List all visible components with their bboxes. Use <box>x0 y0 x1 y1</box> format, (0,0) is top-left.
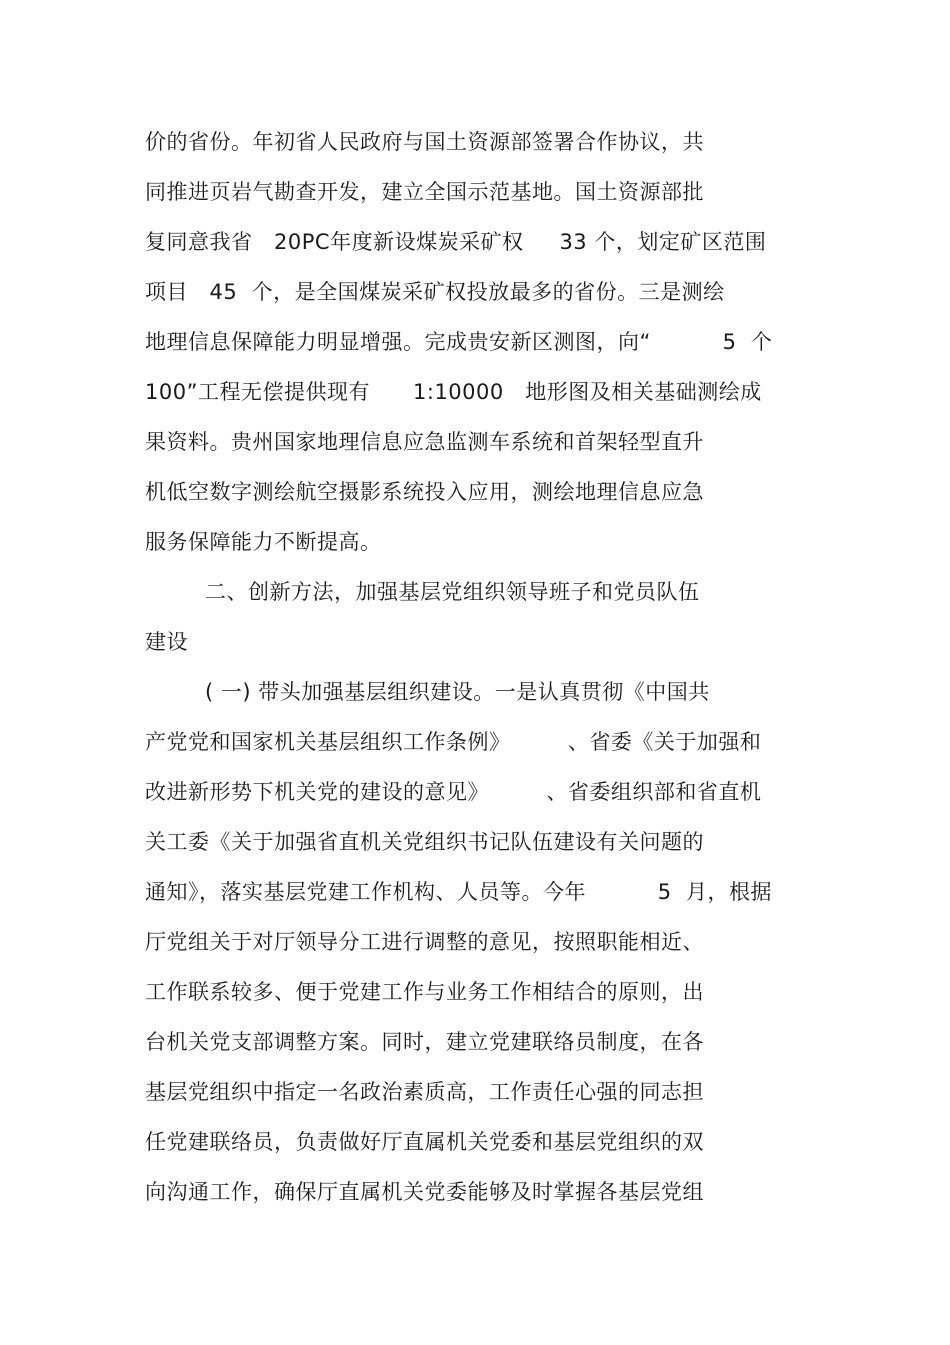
text-line: 同推进页岩气勘查开发，建立全国示范基地。国土资源部批 <box>145 180 704 204</box>
text-line: 任党建联络员，负责做好厅直属机关党委和基层党组织的双 <box>145 1130 704 1154</box>
text-line: 台机关党支部调整方案。同时，建立党建联络员制度，在各 <box>145 1030 704 1054</box>
text-line: 价的省份。年初省人民政府与国土资源部签署合作协议，共 <box>145 130 704 154</box>
section-heading-cont: 建设 <box>145 630 188 654</box>
subsection-heading: ( 一) 带头加强基层组织建设。一是认真贯彻《中国共 <box>205 680 710 704</box>
section-heading: 二、创新方法，加强基层党组织领导班子和党员队伍 <box>205 580 700 604</box>
text-line: 果资料。贵州国家地理信息应急监测车系统和首架轻型直升 <box>145 430 704 454</box>
text-line: 基层党组织中指定一名政治素质高，工作责任心强的同志担 <box>145 1080 704 1104</box>
text-line: 改进新形势下机关党的建设的意见》 、省委组织部和省直机 <box>145 780 762 804</box>
text-line: 产党党和国家机关基层组织工作条例》 、省委《关于加强和 <box>145 730 762 754</box>
text-line: 向沟通工作，确保厅直属机关党委能够及时掌握各基层党组 <box>145 1180 704 1204</box>
text-line: 项目 45 个，是全国煤炭采矿权投放最多的省份。三是测绘 <box>145 280 725 304</box>
text-line: 100”工程无偿提供现有 1:10000 地形图及相关基础测绘成 <box>145 380 762 404</box>
text-line: 通知》，落实基层党建工作机构、人员等。今年 5 月，根据 <box>145 880 772 904</box>
text-line: 厅党组关于对厅领导分工进行调整的意见，按照职能相近、 <box>145 930 704 954</box>
text-line: 地理信息保障能力明显增强。完成贵安新区测图，向“ 5 个 <box>145 330 773 354</box>
text-line: 工作联系较多、便于党建工作与业务工作相结合的原则，出 <box>145 980 704 1004</box>
text-line: 服务保障能力不断提高。 <box>145 530 382 554</box>
text-line: 关工委《关于加强省直机关党组织书记队伍建设有关问题的 <box>145 830 704 854</box>
text-line: 复同意我省 20PC年度新设煤炭采矿权 33 个，划定矿区范围 <box>145 230 767 254</box>
text-line: 机低空数字测绘航空摄影系统投入应用，测绘地理信息应急 <box>145 480 704 504</box>
